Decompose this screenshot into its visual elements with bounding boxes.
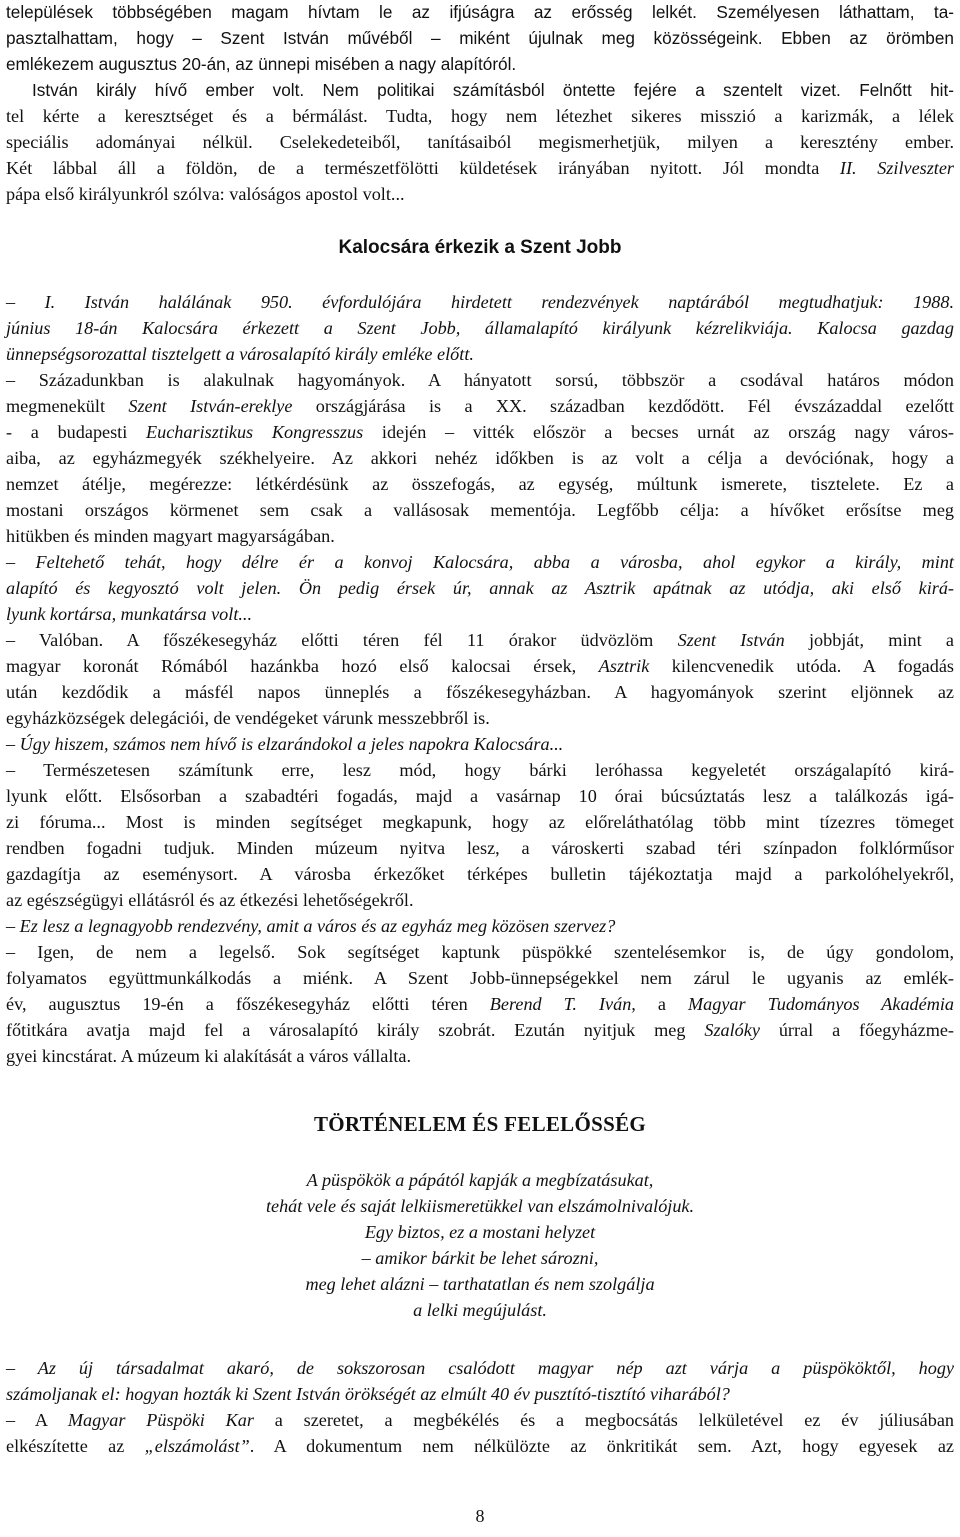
answer-line — [6, 420, 954, 444]
italic-name: Magyar Püspöki Kar — [67, 1410, 254, 1430]
text-run: . A dokumentum nem nélkülözte az önkritikát sem. Azt, hogy egyesek az — [249, 1436, 954, 1456]
poem-line: tehát vele és saját lelkiismeretükkel van elszámolnivalójuk. — [265, 1196, 695, 1216]
body-text-line: speciális adományai nélkül. Cselekedeteiből, tanításaiból megismerhetjük, milyen a keresztény ember. — [6, 132, 954, 152]
text-run: Kalocsa gazdag — [792, 318, 954, 338]
answer-line: – Századunkban is alakulnak hagyományok. A hányatott sorsú, többször a csodával határos módon — [6, 370, 954, 390]
body-text-line — [6, 156, 954, 180]
text-run: úrral a főegyházme- — [759, 1020, 954, 1040]
body-text-line: István király hívő ember volt. Nem politikai számításból öntette fejére a szentelt vizet. Felnőtt hit- — [32, 80, 954, 100]
question-line: – Ez lesz a legnagyobb rendezvény, amit a város és az egyház meg közösen szervez? — [6, 916, 616, 936]
question-line — [6, 316, 954, 340]
poem-line: meg lehet alázni – tarthatatlan és nem szolgálja — [305, 1274, 655, 1294]
answer-line: rendben fogadni tudjuk. Minden múzeum nyitva lesz, a városkerti szabad téri színpadon folklórműsor — [6, 838, 954, 858]
italic-name: „elszámolást” — [144, 1436, 250, 1456]
section-heading: TÖRTÉNELEM ÉS FELELŐSSÉG — [313, 1112, 647, 1136]
question-line: lyunk kortársa, munkatársa volt... — [6, 604, 253, 624]
poem-line: a lelki megújulást. — [413, 1300, 547, 1320]
body-text-line: tel kérte a keresztséget és a bérmálást. Tudta, hogy nem létezhet sikeres misszió a karizmák, a lélek — [6, 106, 954, 126]
question-line: – I. István halálának 950. évfordulójára hirdetett rendezvények naptárából megtudhatjuk: 1988. — [6, 292, 954, 312]
italic-name: Szent István — [677, 630, 785, 650]
text-run: június 18-án Kalocsára érkezett a Szent Jobb, államalapító királyunk kézrelikviája. — [6, 318, 793, 338]
answer-line: nemzet átélje, megérezze: létkérdésünk az összefogás, az egység, múltunk ismerete, tisztelete. Ez a — [6, 474, 954, 494]
text-run: magyar koronát Rómából hazánkba hozó első kalocsai érsek, — [6, 656, 599, 676]
answer-line: hitükben és minden magyart magyarságában. — [6, 526, 335, 546]
italic-name: Asztrik — [598, 656, 650, 676]
text-run: – Valóban. A főszékesegyház előtti téren fél 11 órakor üdvözlöm — [6, 630, 678, 650]
section-heading: Kalocsára érkezik a Szent Jobb — [338, 237, 622, 258]
italic-name: II. Szilveszter — [839, 158, 954, 178]
answer-line: az egészségügyi ellátásról és az étkezési lehetőségekről. — [6, 890, 414, 910]
text-run: kilencvenedik utóda. A fogadás — [649, 656, 955, 676]
text-run: jobbját, mint a — [784, 630, 955, 650]
question-line: számoljanak el: hogyan hozták ki Szent István örökségét az elmúlt 40 év pusztító-tisztító viharából? — [6, 1384, 730, 1404]
poem-line: Egy biztos, ez a mostani helyzet — [364, 1222, 596, 1242]
question-line: – Úgy hiszem, számos nem hívő is elzarándokol a jeles napokra Kalocsára... — [6, 734, 564, 754]
text-run: idején – vitték először a becses urnát az ország nagy város- — [363, 422, 954, 442]
text-run: a — [635, 994, 688, 1014]
answer-line — [6, 992, 954, 1016]
answer-line: gyei kincstárat. A múzeum ki alakítását a város vállalta. — [6, 1046, 412, 1066]
answer-line: – Természetesen számítunk erre, lesz mód, hogy bárki leróhassa kegyeletét országalapító kirá- — [6, 760, 954, 780]
answer-line: zi fóruma... Most is minden segítséget megkapunk, hogy az előreláthatólag több mint tízezres tömeget — [6, 812, 954, 832]
text-run: – A — [6, 1410, 68, 1430]
answer-line: után kezdődik a másfél napos ünneplés a főszékesegyházban. A hagyományok szerint eljönnek az — [6, 682, 954, 702]
text-run: főtitkára avatja majd fel a városalapító király szobrát. Ezután nyitjuk meg — [6, 1020, 705, 1040]
poem-line: A püspökök a pápától kapják a megbízatásukat, — [306, 1170, 654, 1190]
text-run: országjárása is a XX. században kezdődött. Fél évszázaddal ezelőtt — [292, 396, 954, 416]
italic-name: Berend T. Iván, — [489, 994, 636, 1014]
answer-line: egyházközségek delegációi, de vendégeket várunk messzebbről is. — [6, 708, 490, 728]
question-line: alapító és kegyosztó volt jelen. Ön pedig érsek úr, annak az Asztrik apátnak az utódja, aki első kirá- — [6, 578, 954, 598]
text-run: - a budapesti — [6, 422, 147, 442]
poem-line: – amikor bárkit be lehet sározni, — [361, 1248, 599, 1268]
answer-line — [6, 1408, 954, 1432]
answer-line: lyunk előtt. Elsősorban a szabadtéri fogadás, majd a vasárnap 10 órai búcsúztatás lesz a találkozás igá- — [6, 786, 954, 806]
answer-line — [6, 654, 954, 678]
answer-line: – Igen, de nem a legelső. Sok segítséget kaptunk püspökké szentelésemkor is, de úgy gondolom, — [6, 942, 954, 962]
text-run: megmenekült — [6, 396, 129, 416]
answer-line — [6, 1018, 954, 1042]
body-text-line: emlékezem augusztus 20-án, az ünnepi misében a nagy alapítóról. — [6, 54, 517, 74]
answer-line — [6, 1434, 954, 1458]
answer-line — [6, 628, 954, 652]
italic-name: Magyar Tudományos Akadémia — [688, 994, 954, 1014]
answer-line: gazdagítja az eseménysort. A városba érkezőket térképes bulletin tájékoztatja majd a parkolóhelyekről, — [6, 864, 954, 884]
answer-line: folyamatos együttmunkálkodás a miénk. A Szent Jobb-ünnepségekkel nem zárul le ugyanis az emlék- — [6, 968, 954, 988]
page-number: 8 — [475, 1506, 485, 1526]
italic-name: Eucharisztikus Kongresszus — [146, 422, 364, 442]
body-text-line: pápa első királyunkról szólva: valóságos apostol volt... — [6, 184, 405, 204]
answer-line: mostani országos körmenet sem csak a vallásosak mementója. Legfőbb célja: a hívőket erősítse meg — [6, 500, 954, 520]
text-run: a szeretet, a megbékélés és a megbocsátás lelkületével ez év júliusában — [253, 1410, 954, 1430]
body-text-line: települések többségében magam hívtam le az ifjúságra az erősség lelkét. Személyesen láthattam, ta- — [6, 2, 954, 22]
italic-name: Szalóky — [704, 1020, 760, 1040]
italic-name: Szent István-ereklye — [128, 396, 293, 416]
question-line: – Feltehető tehát, hogy délre ér a konvoj Kalocsára, abba a városba, ahol egykor a király, mint — [6, 552, 954, 572]
text-run: elkészítette az — [6, 1436, 145, 1456]
answer-line — [6, 394, 954, 418]
question-line: ünnepségsorozattal tisztelgett a városalapító király emléke előtt. — [6, 344, 474, 364]
question-line: – Az új társadalmat akaró, de sokszorosan csalódott magyar nép azt várja a püspököktől, hogy — [6, 1358, 954, 1378]
answer-line: aiba, az egyházmegyék székhelyeire. Az akkori nehéz időkben is az volt a célja a devóciónak, hogy a — [6, 448, 954, 468]
body-text-line: pasztalhattam, hogy – Szent István művéből – miként újulnak meg közösségeink. Ebben az örömben — [6, 28, 954, 48]
text-run: év, augusztus 19-én a főszékesegyház előtti téren — [6, 994, 490, 1014]
text-run: Két lábbal áll a földön, de a természetfölötti küldetések irányában nyitott. Jól mondta — [6, 158, 840, 178]
